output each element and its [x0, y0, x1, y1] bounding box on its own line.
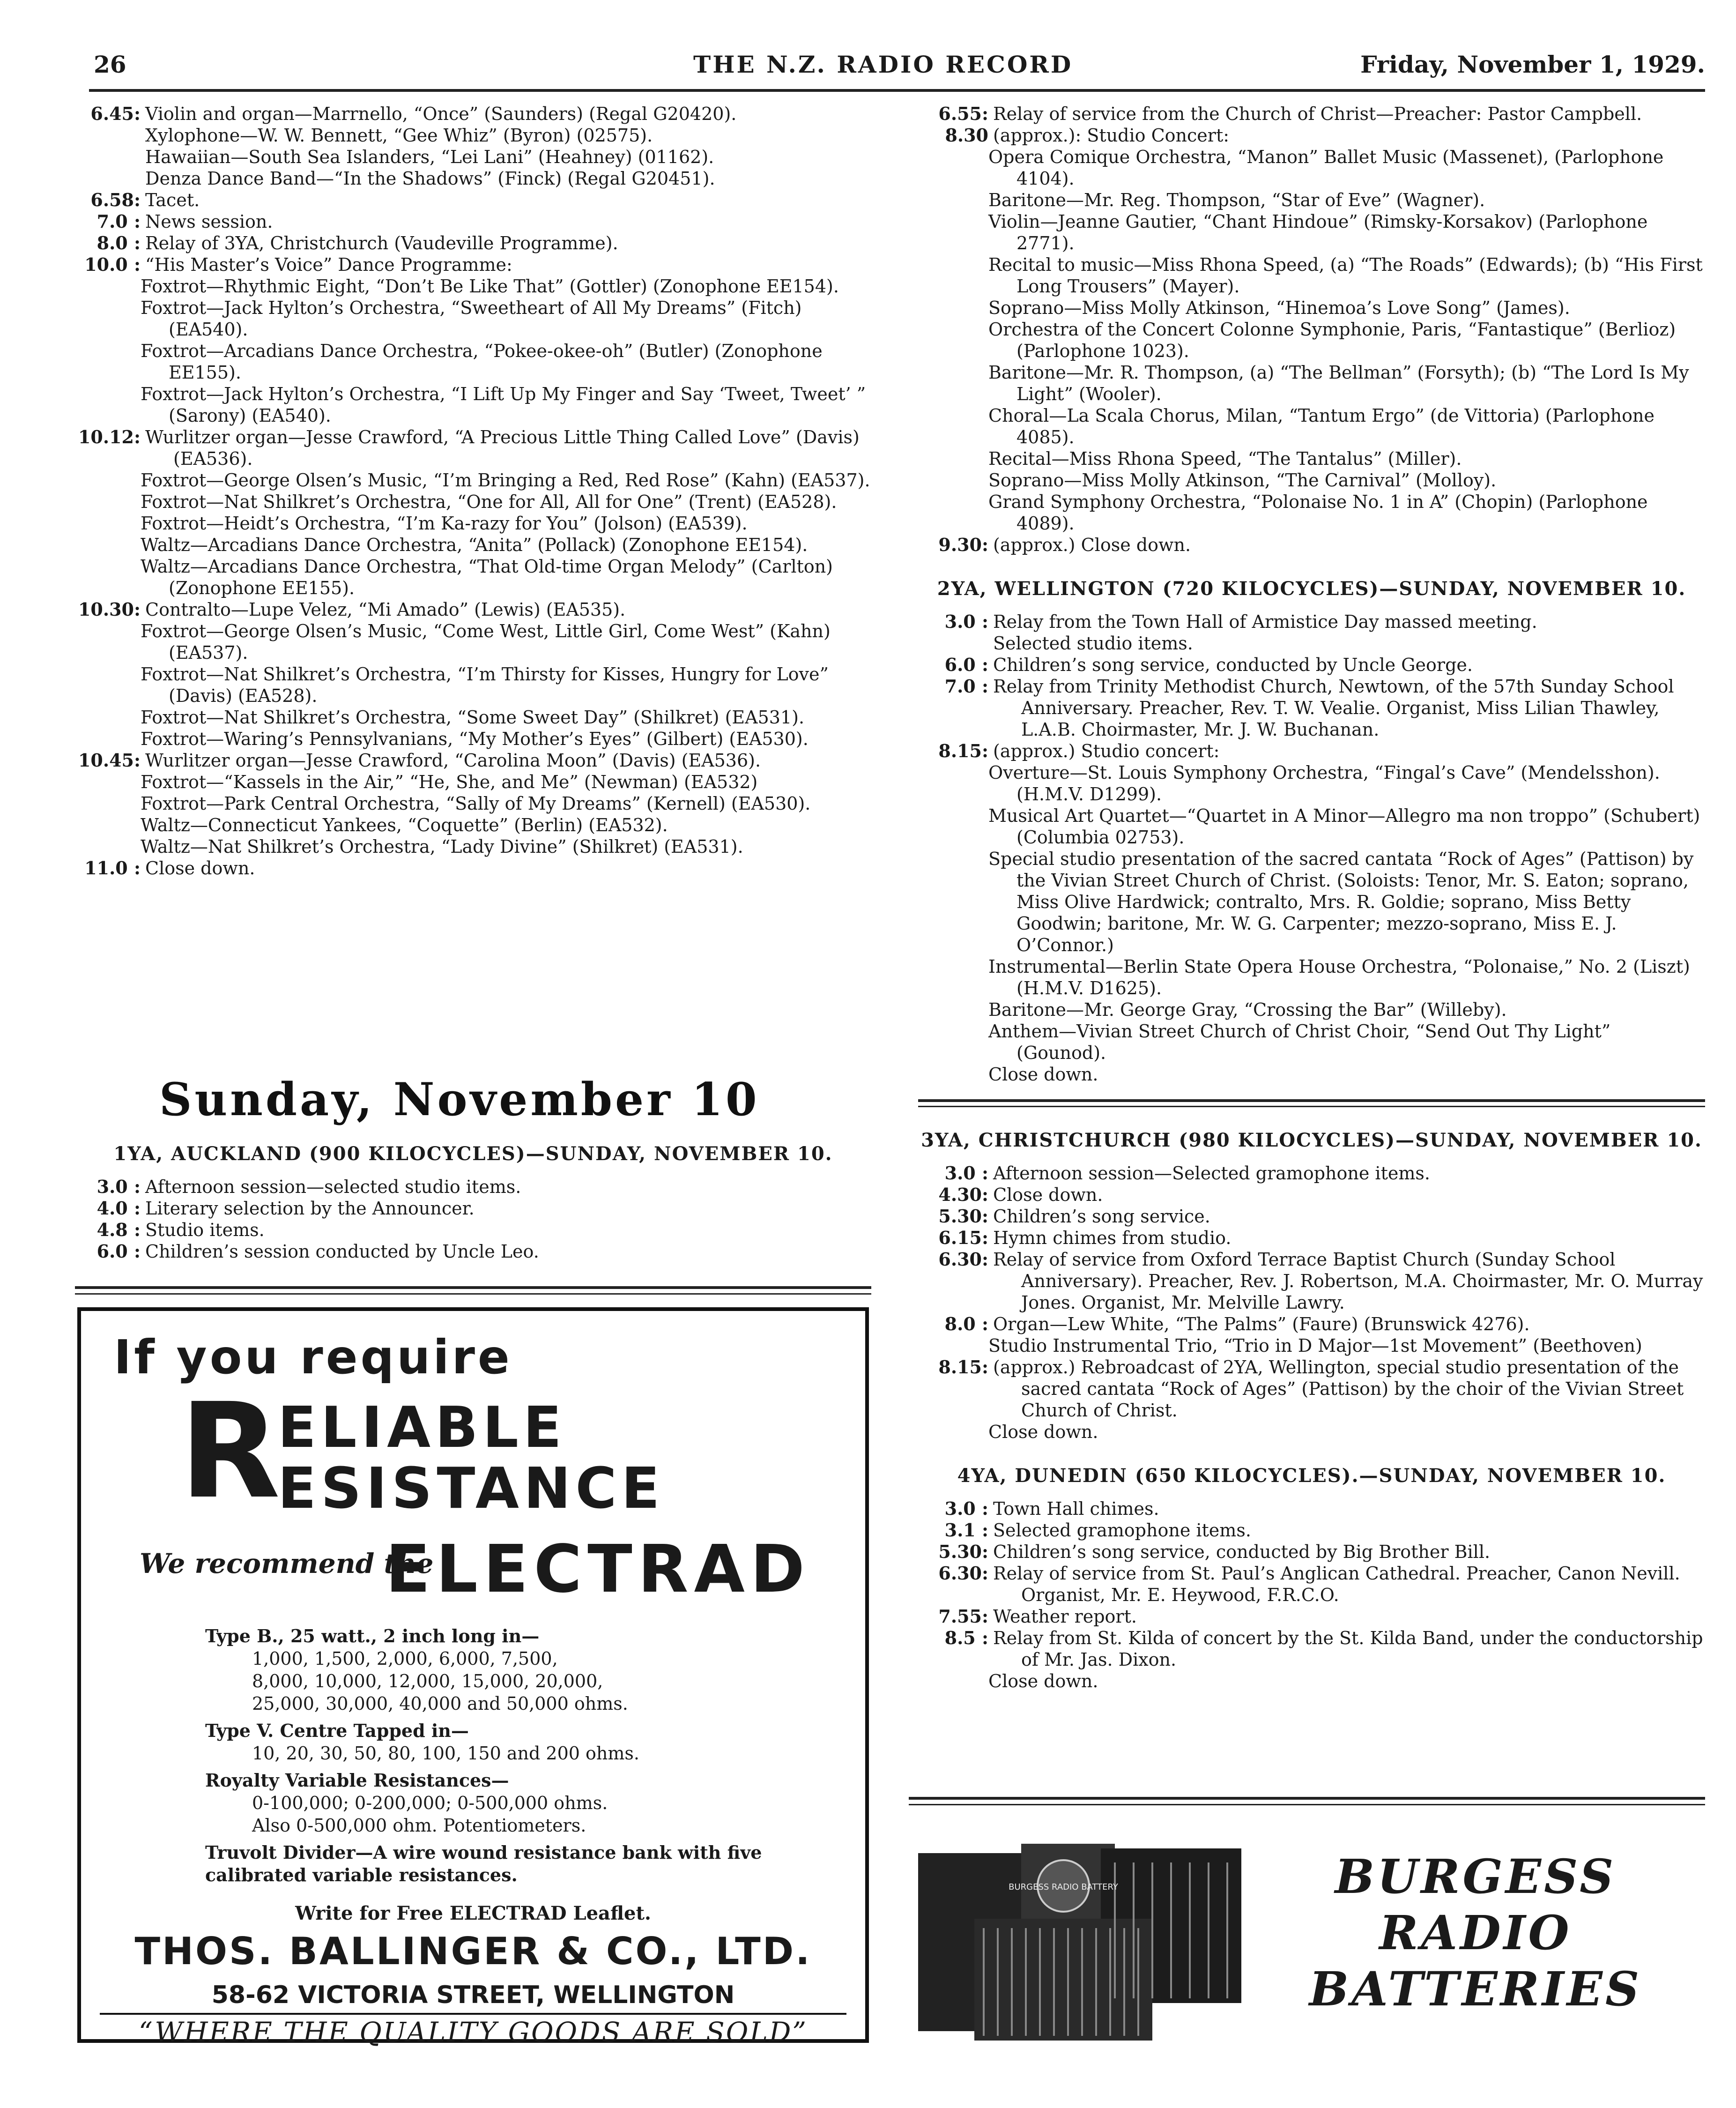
burgess-advertisement: [1283, 1848, 1668, 2017]
program-subitem: Violin—Jeanne Gautier, “Chant Hindoue” (Rimsky-Korsakov) (Parlophone 2771).: [988, 211, 1648, 253]
battery-block: [974, 1919, 1152, 2041]
program-line: Relay from Trinity Methodist Church, Newtown, of the 57th Sunday School Anniversary. Preacher, Rev. T. W. Vealie. Organist, Miss Lilian Thawley, L.A.B. Choirmaster, Mr. J. W. Buchanan.: [993, 676, 1674, 740]
program-line: Tacet.: [145, 190, 200, 210]
burgess-line1: BURGESS: [1335, 1849, 1617, 1904]
program-line: Relay of service from St. Paul’s Anglican Cathedral. Preacher, Canon Nevill. Organist, Mr. E. Heywood, F.R.C.O.: [993, 1563, 1680, 1605]
program-entry: [70, 254, 876, 276]
program-text: [993, 125, 1705, 146]
program-text: [993, 1227, 1705, 1249]
program-line: Relay of 3YA, Christchurch (Vaudeville Programme).: [145, 233, 618, 253]
program-entry: [70, 750, 876, 771]
program-time: 6.15:: [938, 1227, 988, 1248]
battery-illustration: [913, 1834, 1251, 2045]
program-text: [993, 1313, 1705, 1335]
program-subitem: Choral—La Scala Chorus, Milan, “Tantum Ergo” (de Vittoria) (Parlophone 4085).: [988, 405, 1654, 447]
program-line: (approx.) Studio concert:: [993, 741, 1220, 761]
program-time: 3.1 :: [944, 1520, 988, 1541]
program-subitem: Special studio presentation of the sacred cantata “Rock of Ages” (Pattison) by the Vivian Street Church of Christ. (Soloists: Tenor, Mr. S. Eaton; soprano, Miss Olive Hardwick; contralto, Mrs. R. Goldie; soprano, Miss Betty Goodwin; baritone, Mr. W. G. Carpenter; mezzo-soprano, Miss E. J. O’Connor.): [988, 849, 1694, 955]
program-time: 7.0 :: [96, 211, 141, 232]
program-text: [145, 750, 876, 771]
program-subitem: Foxtrot—Nat Shilkret’s Orchestra, “I’m Thirsty for Kisses, Hungry for Love” (Davis) (EA528).: [141, 664, 829, 706]
program-subitem: Grand Symphony Orchestra, “Polonaise No. 1 in A” (Chopin) (Parlophone 4089).: [988, 492, 1648, 534]
program-text: [993, 1356, 1705, 1421]
program-subitem: Foxtrot—Park Central Orchestra, “Sally of My Dreams” (Kernell) (EA530).: [141, 793, 811, 814]
program-entry: [918, 1313, 1705, 1335]
program-subitem: Musical Art Quartet—“Quartet in A Minor—Allegro ma non troppo” (Schubert) (Columbia 02753).: [988, 805, 1700, 848]
program-subitem: Soprano—Miss Molly Atkinson, “The Carnival” (Molloy).: [988, 470, 1497, 491]
program-entry: [70, 1198, 876, 1219]
ad-specifications: [205, 1625, 814, 1886]
program-subitem: Foxtrot—“Kassels in the Air,” “He, She, and Me” (Newman) (EA532): [141, 772, 758, 792]
program-entry: [918, 1541, 1705, 1563]
program-time: 6.55:: [938, 103, 988, 124]
program-text: [993, 654, 1705, 676]
program-time: 10.12:: [78, 426, 141, 447]
program-subitem: Soprano—Miss Molly Atkinson, “Hinemoa’s Love Song” (James).: [988, 298, 1570, 318]
program-subitems: [70, 771, 876, 857]
program-line: (approx.) Close down.: [993, 535, 1191, 555]
program-text: [993, 1249, 1705, 1313]
program-time: 6.45:: [90, 103, 141, 124]
ad-brand: ELECTRAD: [386, 1531, 811, 1608]
program-text: [993, 740, 1705, 762]
program-line: Children’s song service, conducted by Big Brother Bill.: [993, 1542, 1491, 1562]
program-subitem: Foxtrot—Rhythmic Eight, “Don’t Be Like That” (Gottler) (Zonophone EE154).: [141, 276, 839, 297]
program-subitems: [918, 1670, 1705, 1692]
program-entry: [918, 611, 1705, 654]
program-line: “His Master’s Voice” Dance Programme:: [145, 254, 512, 275]
program-text: [145, 232, 876, 254]
program-time: 3.0 :: [96, 1176, 141, 1197]
program-subitem: Foxtrot—Nat Shilkret’s Orchestra, “Some Sweet Day” (Shilkret) (EA531).: [141, 707, 805, 728]
program-text: [993, 1627, 1705, 1670]
program-subitems: [70, 620, 876, 750]
program-time: 11.0 :: [84, 857, 141, 879]
spec-type-b: Type B., 25 watt., 2 inch long in—: [205, 1625, 540, 1646]
program-entry: [918, 534, 1705, 556]
page-header: [94, 51, 1705, 88]
program-entry: [918, 1520, 1705, 1541]
program-entry: [70, 1176, 876, 1198]
header-rule: [89, 89, 1705, 92]
program-time: 6.0 :: [96, 1241, 141, 1262]
ad-company: THOS. BALLINGER & CO., LTD.: [134, 1929, 812, 1973]
program-entry: [918, 1184, 1705, 1206]
program-text: Literary selection by the Announcer.: [145, 1198, 475, 1219]
program-entry: [918, 1162, 1705, 1184]
program-time: 8.0 :: [944, 1313, 988, 1334]
program-subitem: Foxtrot—Heidt’s Orchestra, “I’m Ka-razy for You” (Jolson) (EA539).: [141, 513, 748, 534]
program-subitem: Foxtrot—George Olsen’s Music, “Come West, Little Girl, Come West” (Kahn) (EA537).: [141, 621, 831, 663]
auckland-section: [70, 1143, 876, 1262]
program-line: Afternoon session—Selected gramophone items.: [993, 1163, 1430, 1184]
ad-big-letter: R: [179, 1375, 281, 1528]
program-entry: [918, 1627, 1705, 1670]
program-line: Selected gramophone items.: [993, 1520, 1251, 1541]
program-entry: [70, 1219, 876, 1241]
program-subitems: [918, 1421, 1705, 1443]
spec-truvolt: Truvolt Divider—A wire wound resistance bank with five calibrated variable resistances.: [205, 1842, 762, 1885]
spec-values: Also 0-500,000 ohm. Potentiometers.: [252, 1815, 586, 1836]
program-subitem: Waltz—Arcadians Dance Orchestra, “Anita” (Pollack) (Zonophone EE154).: [141, 535, 808, 555]
program-text: [993, 1162, 1705, 1184]
program-entry: [70, 232, 876, 254]
program-time: 6.30:: [938, 1563, 988, 1584]
right-program-column: [918, 103, 1705, 1692]
program-time: 3.0 :: [944, 611, 988, 632]
program-line: Children’s song service, conducted by Uncle George.: [993, 655, 1473, 675]
battery-label: BURGESS RADIO BATTERY: [1009, 1882, 1118, 1892]
program-subitem: Close down.: [988, 1064, 1098, 1085]
program-entry: [918, 1356, 1705, 1421]
program-line: (approx.) Rebroadcast of 2YA, Wellington, special studio presentation of the sacred cantata “Rock of Ages” (Pattison) by the choir of the Vivian Street Church of Christ.: [993, 1357, 1684, 1421]
ad-leaflet-offer: Write for Free ELECTRAD Leaflet.: [295, 1902, 651, 1924]
spec-values: 25,000, 30,000, 40,000 and 50,000 ohms.: [252, 1693, 628, 1714]
section-divider: [909, 1797, 1705, 1800]
program-line: Denza Dance Band—“In the Shadows” (Finck) (Regal G20451).: [145, 168, 715, 189]
program-subitem: Studio Instrumental Trio, “Trio in D Major—1st Movement” (Beethoven): [988, 1335, 1642, 1356]
program-entry: [918, 125, 1705, 146]
program-entry: [70, 426, 876, 469]
program-text: [145, 211, 876, 232]
burgess-line2: RADIO: [1379, 1905, 1572, 1960]
program-text: [993, 1498, 1705, 1520]
burgess-line3: BATTERIES: [1309, 1961, 1642, 2017]
section-divider: [909, 1804, 1705, 1805]
program-text: [993, 1206, 1705, 1227]
spec-royalty: Royalty Variable Resistances—: [205, 1770, 509, 1791]
ad-inner-rule: [100, 2013, 846, 2015]
section-divider: [75, 1293, 871, 1295]
program-time: 7.0 :: [944, 676, 988, 697]
program-subitem: Waltz—Arcadians Dance Orchestra, “That Old-time Organ Melody” (Carlton) (Zonophone EE155).: [141, 556, 833, 598]
program-line: Hymn chimes from studio.: [993, 1228, 1232, 1248]
program-line: Violin and organ—Marrnello, “Once” (Saunders) (Regal G20420).: [145, 104, 737, 124]
program-subitem: Overture—St. Louis Symphony Orchestra, “Fingal’s Cave” (Mendelsshon). (H.M.V. D1299).: [988, 762, 1660, 804]
program-time: 8.30: [945, 125, 988, 146]
spec-values: 1,000, 1,500, 2,000, 6,000, 7,500,: [252, 1648, 558, 1669]
program-line: Wurlitzer organ—Jesse Crawford, “A Precious Little Thing Called Love” (Davis) (EA536).: [145, 427, 860, 469]
program-line: Selected studio items.: [993, 633, 1193, 654]
program-line: Organ—Lew White, “The Palms” (Faure) (Brunswick 4276).: [993, 1314, 1530, 1334]
program-subitems: [918, 762, 1705, 1085]
spec-values: 8,000, 10,000, 12,000, 15,000, 20,000,: [252, 1671, 603, 1691]
program-subitem: Foxtrot—Waring’s Pennsylvanians, “My Mother’s Eyes” (Gilbert) (EA530).: [141, 729, 809, 749]
program-subitem: Recital—Miss Rhona Speed, “The Tantalus” (Miller).: [988, 448, 1462, 469]
program-time: 4.0 :: [96, 1198, 141, 1219]
program-time: 8.5 :: [944, 1627, 988, 1648]
program-entry: [70, 857, 876, 879]
ad-word-reliable: ELIABLE: [278, 1395, 566, 1460]
ad-address: 58-62 VICTORIA STREET, WELLINGTON: [211, 1981, 735, 2009]
program-subitem: Baritone—Mr. Reg. Thompson, “Star of Eve” (Wagner).: [988, 190, 1485, 210]
program-text: [993, 1563, 1705, 1606]
program-subitem: Orchestra of the Concert Colonne Symphonie, Paris, “Fantastique” (Berlioz) (Parlophone 1023).: [988, 319, 1676, 361]
program-time: 9.30:: [938, 534, 988, 555]
program-subitems: [918, 1335, 1705, 1356]
publication-title: THE N.Z. RADIO RECORD: [693, 51, 1073, 78]
left-program-column: [70, 103, 876, 879]
program-subitem: Close down.: [988, 1671, 1098, 1691]
christchurch-heading: 3YA, CHRISTCHURCH (980 KILOCYCLES)—SUNDAY, NOVEMBER 10.: [921, 1129, 1702, 1151]
program-time: 8.0 :: [96, 232, 141, 253]
issue-date: Friday, November 1, 1929.: [1360, 51, 1705, 78]
program-text: [993, 1541, 1705, 1563]
program-subitem: Foxtrot—Jack Hylton’s Orchestra, “I Lift Up My Finger and Say ‘Tweet, Tweet’ ” (Sarony) (EA540).: [141, 384, 866, 426]
program-line: Wurlitzer organ—Jesse Crawford, “Carolina Moon” (Davis) (EA536).: [145, 750, 761, 771]
program-text: Afternoon session—selected studio items.: [145, 1177, 521, 1197]
program-line: Relay of service from the Church of Christ—Preacher: Pastor Campbell.: [993, 104, 1642, 124]
program-time: 6.0 :: [944, 654, 988, 675]
program-line: Contralto—Lupe Velez, “Mi Amado” (Lewis) (EA535).: [145, 599, 626, 620]
program-entry: [918, 676, 1705, 740]
sunday-heading: Sunday, November 10: [159, 1073, 760, 1126]
program-time: 7.55:: [938, 1606, 988, 1627]
program-entry: [918, 654, 1705, 676]
program-text: Studio items.: [145, 1220, 265, 1240]
program-subitem: Recital to music—Miss Rhona Speed, (a) “The Roads” (Edwards); (b) “His First Long Trousers” (Mayer).: [988, 254, 1703, 297]
auckland-heading: 1YA, AUCKLAND (900 KILOCYCLES)—SUNDAY, NOVEMBER 10.: [113, 1143, 833, 1165]
dunedin-heading: 4YA, DUNEDIN (650 KILOCYCLES).—SUNDAY, NOVEMBER 10.: [957, 1465, 1666, 1487]
spec-values: 0-100,000; 0-200,000; 0-500,000 ohms.: [252, 1793, 608, 1813]
program-line: Close down.: [993, 1184, 1103, 1205]
program-subitems: [70, 276, 876, 426]
program-time: 8.15:: [938, 740, 988, 761]
section-divider: [918, 1099, 1705, 1102]
program-text: [145, 189, 876, 211]
program-time: 10.30:: [78, 599, 141, 620]
ad-word-resistance: ESISTANCE: [278, 1456, 665, 1521]
program-line: Relay from the Town Hall of Armistice Day massed meeting.: [993, 611, 1537, 632]
program-entry: [918, 1227, 1705, 1249]
program-subitem: Waltz—Nat Shilkret’s Orchestra, “Lady Divine” (Shilkret) (EA531).: [141, 836, 743, 857]
program-text: [993, 1606, 1705, 1627]
program-text: [993, 1520, 1705, 1541]
program-time: 10.0 :: [84, 254, 141, 275]
ad-headline: If you require: [114, 1330, 512, 1385]
program-line: (approx.): Studio Concert:: [993, 125, 1230, 146]
spec-values: 10, 20, 30, 50, 80, 100, 150 and 200 ohms.: [252, 1743, 639, 1764]
program-entry: [70, 103, 876, 189]
program-subitem: Baritone—Mr. George Gray, “Crossing the Bar” (Willeby).: [988, 999, 1507, 1020]
program-text: [145, 599, 876, 620]
program-entry: [918, 103, 1705, 125]
program-subitems: [918, 146, 1705, 534]
electrad-advertisement: [77, 1307, 869, 2048]
program-entry: [70, 1241, 876, 1262]
program-time: 3.0 :: [944, 1498, 988, 1519]
program-time: 6.58:: [90, 189, 141, 210]
program-line: Xylophone—W. W. Bennett, “Gee Whiz” (Byron) (02575).: [145, 125, 653, 146]
program-line: Close down.: [145, 858, 255, 879]
program-subitems: [70, 469, 876, 599]
program-entry: [70, 599, 876, 620]
program-text: [145, 426, 876, 469]
program-line: Weather report.: [993, 1606, 1137, 1627]
program-line: Children’s song service.: [993, 1206, 1210, 1227]
program-text: [993, 676, 1705, 740]
spec-type-v: Type V. Centre Tapped in—: [205, 1720, 469, 1741]
program-text: Children’s session conducted by Uncle Leo.: [145, 1241, 539, 1262]
program-subitem: Baritone—Mr. R. Thompson, (a) “The Bellman” (Forsyth); (b) “The Lord Is My Light” (Wooler).: [988, 362, 1689, 404]
program-text: [145, 857, 876, 879]
program-time: 4.30:: [938, 1184, 988, 1205]
program-line: Town Hall chimes.: [993, 1498, 1159, 1519]
program-entry: [918, 1206, 1705, 1227]
program-text: [145, 254, 876, 276]
ad-slogan: “WHERE THE QUALITY GOODS ARE SOLD”: [138, 2016, 808, 2048]
program-time: 8.15:: [938, 1356, 988, 1378]
program-entry: [918, 1563, 1705, 1606]
program-time: 5.30:: [938, 1541, 988, 1562]
program-subitem: Foxtrot—Nat Shilkret’s Orchestra, “One for All, All for One” (Trent) (EA528).: [141, 492, 837, 512]
program-subitem: Foxtrot—Jack Hylton’s Orchestra, “Sweetheart of All My Dreams” (Fitch) (EA540).: [141, 298, 802, 340]
program-entry: [918, 1249, 1705, 1313]
ad-recommend: We recommend the: [140, 1548, 434, 1579]
program-text: [993, 611, 1705, 654]
program-line: Hawaiian—South Sea Islanders, “Lei Lani” (Heahney) (01162).: [145, 147, 714, 167]
program-entry: [70, 211, 876, 232]
program-subitem: Close down.: [988, 1422, 1098, 1442]
program-subitem: Opera Comique Orchestra, “Manon” Ballet Music (Massenet), (Parlophone 4104).: [988, 147, 1664, 189]
program-entry: [918, 1498, 1705, 1520]
program-time: 10.45:: [78, 750, 141, 771]
program-text: [993, 534, 1705, 556]
program-entry: [70, 189, 876, 211]
program-time: 4.8 :: [96, 1219, 141, 1240]
program-subitem: Waltz—Connecticut Yankees, “Coquette” (Berlin) (EA532).: [141, 815, 668, 835]
program-entry: [918, 740, 1705, 762]
section-divider: [75, 1286, 871, 1289]
page-number: 26: [94, 51, 126, 78]
wellington-heading: 2YA, WELLINGTON (720 KILOCYCLES)—SUNDAY, NOVEMBER 10.: [937, 578, 1686, 600]
program-text: [993, 1184, 1705, 1206]
program-subitem: Foxtrot—Arcadians Dance Orchestra, “Pokee-okee-oh” (Butler) (Zonophone EE155).: [141, 341, 823, 383]
program-text: [993, 103, 1705, 125]
program-subitem: Foxtrot—George Olsen’s Music, “I’m Bringing a Red, Red Rose” (Kahn) (EA537).: [141, 470, 870, 491]
program-line: Relay of service from Oxford Terrace Baptist Church (Sunday School Anniversary). Preacher, Rev. J. Robertson, M.A. Choirmaster, Mr. O. Murray Jones. Organist, Mr. Melville Lawry.: [993, 1249, 1703, 1313]
program-time: 3.0 :: [944, 1162, 988, 1184]
program-text: [145, 103, 876, 189]
program-time: 6.30:: [938, 1249, 988, 1270]
program-line: Relay from St. Kilda of concert by the St. Kilda Band, under the conductorship of Mr. Jas. Dixon.: [993, 1628, 1703, 1670]
program-subitem: Anthem—Vivian Street Church of Christ Choir, “Send Out Thy Light” (Gounod).: [988, 1021, 1611, 1063]
program-line: News session.: [145, 211, 273, 232]
program-entry: [918, 1606, 1705, 1627]
program-time: 5.30:: [938, 1206, 988, 1227]
section-divider: [918, 1106, 1705, 1107]
program-subitem: Instrumental—Berlin State Opera House Orchestra, “Polonaise,” No. 2 (Liszt) (H.M.V. D1625).: [988, 956, 1690, 998]
